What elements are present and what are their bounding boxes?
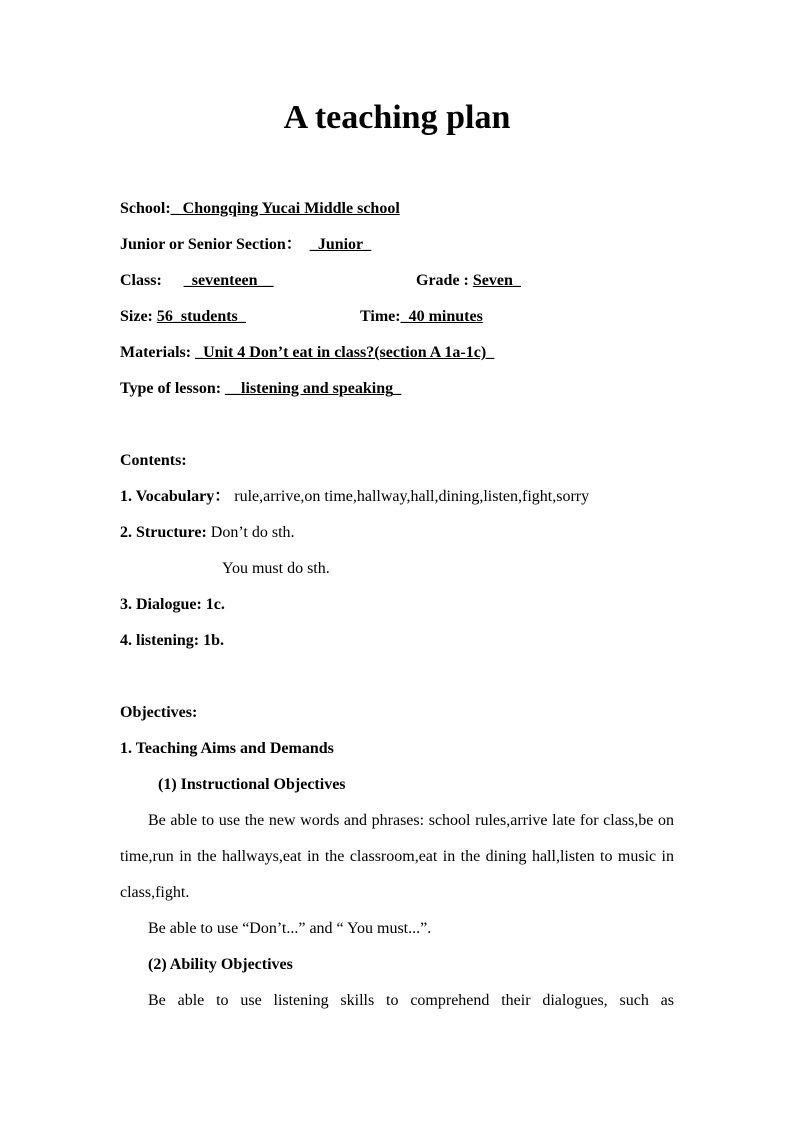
- class-line: [120, 270, 274, 292]
- class-value: _seventeen__: [183, 272, 274, 289]
- school-value: _ Chongqing Yucai Middle school: [170, 200, 400, 217]
- section-label: Junior or Senior Section：: [120, 236, 302, 253]
- objectives-heading: Objectives:: [120, 704, 198, 721]
- size-value: 56_students_: [156, 308, 246, 325]
- vocabulary-line: [120, 486, 589, 508]
- size-label: Size:: [120, 308, 157, 325]
- objective-paragraph-2: Be able to use “Don’t...” and “ You must...”.: [148, 920, 432, 937]
- page-title: A teaching plan: [283, 99, 511, 136]
- grade-value: Seven_: [472, 272, 521, 289]
- ability-objectives-heading: (2) Ability Objectives: [148, 956, 293, 973]
- time-line: [360, 306, 483, 328]
- structure-value-1: Don’t do sth.: [210, 524, 295, 541]
- class-label: Class:: [120, 272, 162, 289]
- instructional-objectives-heading: (1) Instructional Objectives: [158, 776, 346, 793]
- structure-label: 2. Structure:: [120, 524, 211, 541]
- dialogue-line: 3. Dialogue: 1c.: [120, 596, 225, 613]
- objective-paragraph-3: Be able to use listening skills to comprehend their dialogues, such as: [148, 992, 674, 1009]
- structure-line: [120, 522, 295, 544]
- time-value: _40 minutes: [400, 308, 483, 325]
- materials-value: _Unit 4 Don’t eat in class?(section A 1a-1c)_: [195, 344, 495, 361]
- section-line: [120, 234, 371, 256]
- vocabulary-label: 1. Vocabulary：: [120, 488, 231, 505]
- teaching-aims-heading: 1. Teaching Aims and Demands: [120, 740, 334, 757]
- grade-line: [416, 270, 521, 292]
- type-value: __listening and speaking_: [225, 380, 402, 397]
- type-label: Type of lesson:: [120, 380, 226, 397]
- vocabulary-value: rule,arrive,on time,hallway,hall,dining,listen,fight,sorry: [234, 488, 590, 505]
- grade-label: Grade :: [416, 272, 473, 289]
- type-line: [120, 378, 401, 400]
- school-label: School:: [120, 200, 171, 217]
- materials-label: Materials:: [120, 344, 196, 361]
- materials-line: [120, 342, 494, 364]
- objective-paragraph-1: Be able to use the new words and phrases: school rules,arrive late for class,be on time,run in the hallways,eat in the classroom,eat in the dining hall,listen to music in class,fight.: [120, 812, 674, 901]
- section-value: _Junior_: [309, 236, 372, 253]
- school-line: [120, 198, 400, 220]
- structure-value-2: You must do sth.: [222, 560, 330, 577]
- size-line: [120, 306, 246, 328]
- time-label: Time:: [360, 308, 401, 325]
- contents-heading: Contents:: [120, 452, 187, 469]
- listening-line: 4. listening: 1b.: [120, 632, 225, 649]
